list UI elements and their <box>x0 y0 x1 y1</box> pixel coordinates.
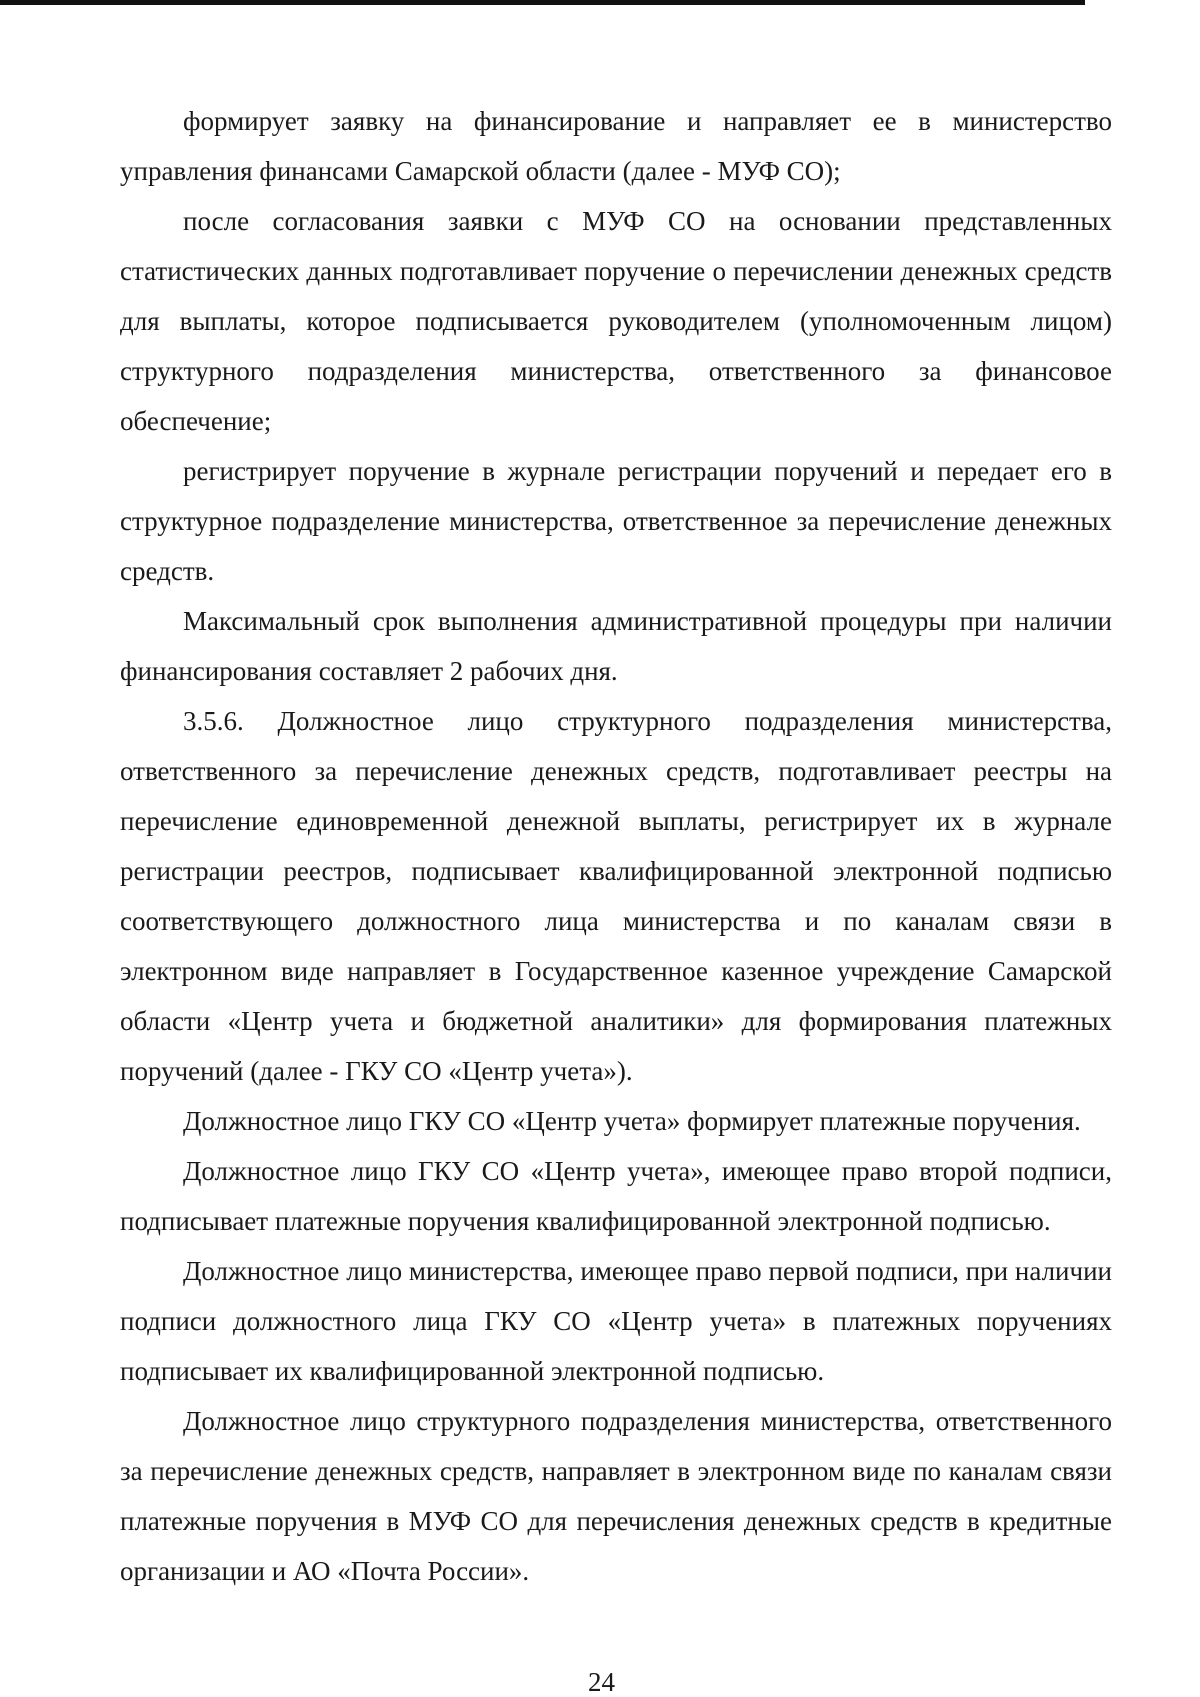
paragraph-first-signature: Должностное лицо министерства, имеющее право первой подписи, при наличии подписи должностного лица ГКУ СО «Центр учета» в платежных поручениях подписывает их квалифицированной электронной подписью. <box>120 1256 1112 1386</box>
page-number: 24 <box>588 1667 615 1697</box>
paragraph-center-forms-orders: Должностное лицо ГКУ СО «Центр учета» формирует платежные поручения. <box>183 1106 1081 1136</box>
paragraph-section-3-5-6: 3.5.6. Должностное лицо структурного подразделения министерства, ответственного за перечисление денежных средств, подготавливает реестры на перечисление единовременной денежной выплаты, регистрирует их в журнале регистрации реестров, подписывает квалифицированной электронной подписью соответствующего должностного лица министерства и по каналам связи в электронном виде направляет в Государственное казенное учреждение Самарской области «Центр учета и бюджетной аналитики» для формирования платежных поручений (далее - ГКУ СО «Центр учета»). <box>120 706 1112 1086</box>
paragraph-send-to-muf: Должностное лицо структурного подразделения министерства, ответственного за перечисление денежных средств, направляет в электронном виде по каналам связи платежные поручения в МУФ СО для перечисления денежных средств в кредитные организации и АО «Почта России». <box>120 1406 1112 1586</box>
paragraph-second-signature: Должностное лицо ГКУ СО «Центр учета», имеющее право второй подписи, подписывает платежные поручения квалифицированной электронной подписью. <box>120 1156 1112 1236</box>
paragraph-funding-request: формирует заявку на финансирование и направляет ее в министерство управления финансами Самарской области (далее - МУФ СО); <box>120 106 1112 186</box>
paragraph-payment-order: после согласования заявки с МУФ СО на основании представленных статистических данных подготавливает поручение о перечислении денежных средств для выплаты, которое подписывается руководителем (уполномоченным лицом) структурного подразделения министерства, ответственного за финансовое обеспечение; <box>120 206 1112 436</box>
document-body <box>120 96 1112 1596</box>
paragraph-max-duration: Максимальный срок выполнения административной процедуры при наличии финансирования составляет 2 рабочих дня. <box>120 606 1112 686</box>
top-border-line <box>0 0 1085 5</box>
paragraph-order-registration: регистрирует поручение в журнале регистрации поручений и передает его в структурное подразделение министерства, ответственное за перечисление денежных средств. <box>120 456 1112 586</box>
